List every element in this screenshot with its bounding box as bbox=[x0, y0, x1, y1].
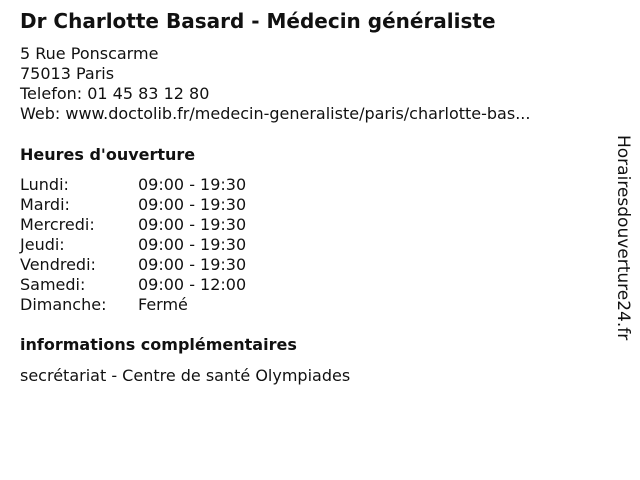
hours-row-monday bbox=[20, 175, 320, 195]
city: 75013 Paris bbox=[20, 64, 115, 83]
time-value: 09:00 - 19:30 bbox=[138, 175, 247, 194]
hours-row-saturday bbox=[20, 275, 320, 295]
time-value: 09:00 - 19:30 bbox=[138, 235, 247, 254]
phone: Telefon: 01 45 83 12 80 bbox=[20, 84, 210, 103]
day-label: Mercredi: bbox=[20, 215, 95, 234]
day-label: Samedi: bbox=[20, 275, 86, 294]
hours-table bbox=[20, 175, 320, 315]
day-label: Dimanche: bbox=[20, 295, 107, 314]
hours-row-thursday bbox=[20, 235, 320, 255]
contact-block bbox=[20, 44, 530, 124]
hours-row-sunday bbox=[20, 295, 320, 315]
info-heading: informations complémentaires bbox=[20, 335, 297, 354]
day-label: Mardi: bbox=[20, 195, 70, 214]
street-address: 5 Rue Ponscarme bbox=[20, 44, 159, 63]
day-label: Jeudi: bbox=[20, 235, 65, 254]
time-value: 09:00 - 19:30 bbox=[138, 255, 247, 274]
info-text: secrétariat - Centre de santé Olympiades bbox=[20, 366, 351, 385]
time-value: Fermé bbox=[138, 295, 188, 314]
website: Web: www.doctolib.fr/medecin-generaliste/paris/charlotte-bas... bbox=[20, 104, 531, 123]
day-label: Lundi: bbox=[20, 175, 69, 194]
hours-row-wednesday bbox=[20, 215, 320, 235]
hours-heading: Heures d'ouverture bbox=[20, 145, 196, 164]
hours-row-friday bbox=[20, 255, 320, 275]
hours-row-tuesday bbox=[20, 195, 320, 215]
time-value: 09:00 - 12:00 bbox=[138, 275, 247, 294]
time-value: 09:00 - 19:30 bbox=[138, 195, 247, 214]
day-label: Vendredi: bbox=[20, 255, 96, 274]
time-value: 09:00 - 19:30 bbox=[138, 215, 247, 234]
page-title: Dr Charlotte Basard - Médecin généraliste bbox=[20, 9, 496, 33]
site-watermark: Horairesdouverture24.fr bbox=[613, 135, 633, 341]
